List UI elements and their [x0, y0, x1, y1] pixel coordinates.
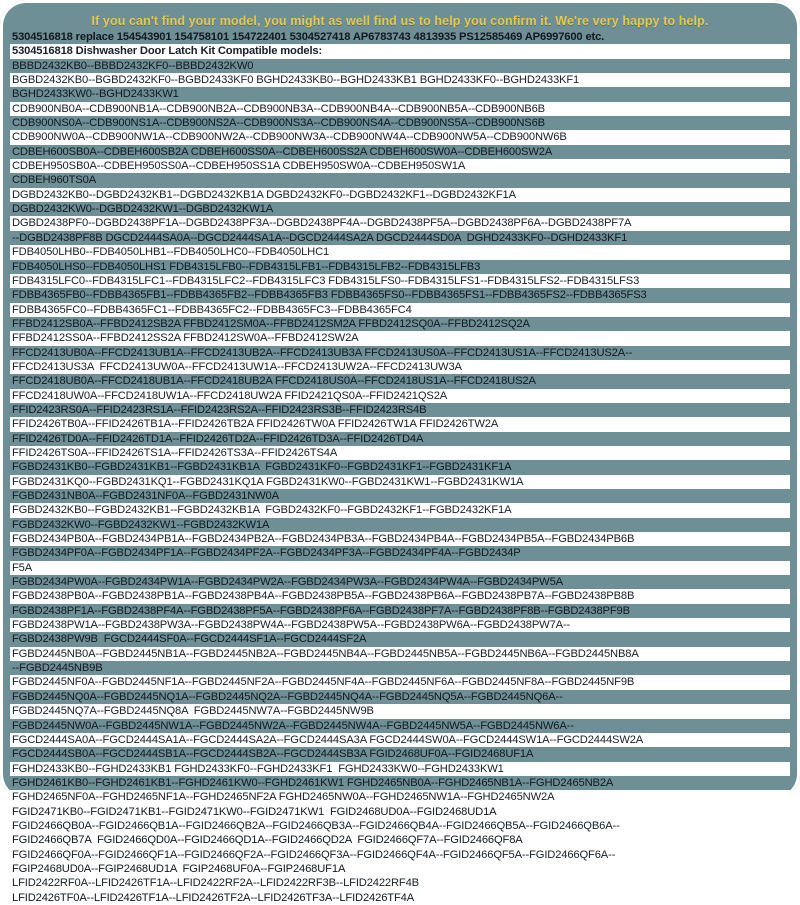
model-line: FFBD2412SS0A--FFBD2412SS2A FFBD2412SW0A--FFBD2412SW2A: [10, 331, 790, 345]
model-line: 5304516818 replace 154543901 154758101 154722401 5304527418 AP6783743 4813935 PS12585469 AP6997600 etc.: [12, 31, 605, 43]
model-line: FFCD2418UW0A--FFCD2418UW1A--FFCD2418UW2A FFID2421QS0A--FFID2421QS2A: [10, 389, 790, 403]
model-line: FGBD2434PW0A--FGBD2434PW1A--FGBD2434PW2A--FGBD2434PW3A--FGBD2434PW4A--FGBD2434PW5A: [12, 576, 563, 589]
model-line: FGBD2438PF1A--FGBD2438PF4A--FGBD2438PF5A--FGBD2438PF6A--FGBD2438PF7A--FGBD2438PF8B--FGBD2438PF9B: [12, 604, 630, 617]
model-line: DGBD2432KB0--DGBD2432KB1--DGBD2432KB1A DGBD2432KF0--DGBD2432KF1--DGBD2432KF1A: [10, 188, 790, 202]
model-line: FGBD2438PW9B FGCD2444SF0A--FGCD2444SF1A--FGCD2444SF2A: [12, 633, 367, 646]
model-line: FGBD2438PW1A--FGBD2438PW3A--FGBD2438PW4A--FGBD2438PW5A--FGBD2438PW6A--FGBD2438PW7A--: [10, 618, 790, 632]
model-line: FGID2466QF0A--FGID2466QF1A--FGID2466QF2A--FGID2466QF3A--FGID2466QF4A--FGID2466QF5A--FGID2466QF6A--: [10, 848, 790, 862]
model-line: BGHD2433KW0--BGHD2433KW1: [12, 88, 179, 101]
model-line: FGIP2468UD0A--FGIP2468UD1A FGIP2468UF0A--FGIP2468UF1A: [12, 862, 346, 875]
model-line: FFCD2418UB0A--FFCD2418UB1A--FFCD2418UB2A FFCD2418US0A--FFCD2418US1A--FFCD2418US2A: [12, 375, 536, 388]
model-line: FFID2426TD0A--FFID2426TD1A--FFID2426TD2A--FFID2426TD3A--FFID2426TD4A: [12, 432, 424, 445]
model-line: FGBD2434PF0A--FGBD2434PF1A--FGBD2434PF2A--FGBD2434PF3A--FGBD2434PF4A--FGBD2434P: [12, 547, 521, 560]
model-line: FDBB4365FC0--FDBB4365FC1--FDBB4365FC2--FDBB4365FC3--FDBB4365FC4: [10, 303, 790, 317]
model-line: FGBD2445NB0A--FGBD2445NB1A--FGBD2445NB2A--FGBD2445NB4A--FGBD2445NB5A--FGBD2445NB6A--FGBD2445NB8A: [10, 647, 790, 661]
model-line: FFBD2412SB0A--FFBD2412SB2A FFBD2412SM0A--FFBD2412SM2A FFBD2412SQ0A--FFBD2412SQ2A: [12, 317, 530, 330]
model-line: FGHD2433KB0--FGHD2433KB1 FGHD2433KF0--FGHD2433KF1 FGHD2433KW0--FGHD2433KW1: [10, 762, 790, 776]
model-line: CDB900NS0A--CDB900NS1A--CDB900NS2A--CDB900NS3A--CDB900NS4A--CDB900NS5A--CDB900NS6B: [12, 117, 545, 130]
model-line: FGCD2444SB0A--FGCD2444SB1A--FGCD2444SB2A--FGCD2444SB3A FGID2468UF0A--FGID2468UF1A: [12, 748, 534, 761]
model-line: CDB900NB0A--CDB900NB1A--CDB900NB2A--CDB900NB3A--CDB900NB4A--CDB900NB5A--CDB900NB6B: [10, 102, 790, 116]
headline-text: If you can't find your model, you might as well find us to help you confirm it. We're very happy to help.: [91, 14, 709, 28]
model-line: FGBD2445NW0A--FGBD2445NW1A--FGBD2445NW2A--FGBD2445NW4A--FGBD2445NW5A--FGBD2445NW6A--: [12, 719, 574, 732]
model-line: BGBD2432KB0--BGBD2432KF0--BGBD2433KF0 BGHD2433KB0--BGHD2433KB1 BGHD2433KF0--BGHD2433KF1: [10, 73, 790, 87]
model-line: DGBD2432KW0--DGBD2432KW1--DGBD2432KW1A: [12, 203, 274, 216]
model-line: FGID2466QB7A FGID2466QD0A--FGID2466QD1A--FGID2466QD2A FGID2466QF7A--FGID2466QF8A: [12, 834, 523, 847]
model-line: CDBEH600SB0A--CDBEH600SB2A CDBEH600SS0A--CDBEH600SS2A CDBEH600SW0A--CDBEH600SW2A: [12, 145, 553, 158]
model-line: FGBD2445NF0A--FGBD2445NF1A--FGBD2445NF2A--FGBD2445NF4A--FGBD2445NF6A--FGBD2445NF8A--FGBD2445NF9B: [10, 675, 790, 689]
model-line: BBBD2432KB0--BBBD2432KF0--BBBD2432KW0: [12, 59, 254, 72]
model-line: CDB900NW0A--CDB900NW1A--CDB900NW2A--CDB900NW3A--CDB900NW4A--CDB900NW5A--CDB900NW6B: [10, 130, 790, 144]
model-line: FGHD2465NF0A--FGHD2465NF1A--FGHD2465NF2A FGHD2465NW0A--FGHD2465NW1A--FGHD2465NW2A: [10, 790, 790, 804]
model-line: DGBD2438PF0--DGBD2438PF1A--DGBD2438PF3A--DGBD2438PF4A--DGBD2438PF5A--DGBD2438PF6A--DGBD2438PF7A: [10, 216, 790, 230]
model-line: FGID2471KB0--FGID2471KB1--FGID2471KW0--FGID2471KW1 FGID2468UD0A--FGID2468UD1A: [12, 805, 497, 818]
model-line: FGBD2432KB0--FGBD2432KB1--FGBD2432KB1A FGBD2432KF0--FGBD2432KF1--FGBD2432KF1A: [10, 503, 790, 517]
model-line: FGID2466QB0A--FGID2466QB1A--FGID2466QB2A--FGID2466QB3A--FGID2466QB4A--FGID2466QB5A--FGID2466QB6A--: [10, 819, 790, 833]
model-line: FGBD2438PB0A--FGBD2438PB1A--FGBD2438PB4A--FGBD2438PB5A--FGBD2438PB6A--FGBD2438PB7A--FGBD2438PB8B: [10, 589, 790, 603]
model-line: FDBB4365FB0--FDBB4365FB1--FDBB4365FB2--FDBB4365FB3 FDBB4365FS0--FDBB4365FS1--FDBB4365FS2--FDBB4365FS3: [12, 289, 647, 302]
model-line: FGBD2432KW0--FGBD2432KW1--FGBD2432KW1A: [12, 518, 270, 531]
model-line: FGBD2445NQ7A--FGBD2445NQ8A FGBD2445NW7A--FGBD2445NW9B: [10, 704, 790, 718]
model-line: LFID2426TF0A--LFID2426TF1A--LFID2426TF2A--LFID2426TF3A--LFID2426TF4A: [12, 891, 415, 904]
model-line: FGBD2431KB0--FGBD2431KB1--FGBD2431KB1A FGBD2431KF0--FGBD2431KF1--FGBD2431KF1A: [12, 461, 512, 474]
model-line: FDB4315LFC0--FDB4315LFC1--FDB4315LFC2--FDB4315LFC3 FDB4315LFS0--FDB4315LFS1--FDB4315LFS2--FDB4315LFS3: [10, 274, 790, 288]
model-line: FFID2423RS0A--FFID2423RS1A--FFID2423RS2A--FFID2423RS3B--FFID2423RS4B: [12, 403, 427, 416]
model-line: 5304516818 Dishwasher Door Latch Kit Compatible models:: [10, 44, 790, 58]
model-line: LFID2422RF0A--LFID2426TF1A--LFID2422RF2A--LFID2422RF3B--LFID2422RF4B: [10, 876, 790, 890]
model-line: --FGBD2445NB9B: [12, 662, 103, 675]
model-line: FFCD2413US3A FFCD2413UW0A--FFCD2413UW1A--FFCD2413UW2A--FFCD2413UW3A: [10, 360, 790, 374]
model-line: F5A: [10, 561, 790, 575]
model-line: CDBEH960TS0A: [12, 174, 97, 187]
model-line: FGBD2445NQ0A--FGBD2445NQ1A--FGBD2445NQ2A--FGBD2445NQ4A--FGBD2445NQ5A--FGBD2445NQ6A--: [12, 690, 563, 703]
model-line: FGBD2431KQ0--FGBD2431KQ1--FGBD2431KQ1A FGBD2431KW0--FGBD2431KW1--FGBD2431KW1A: [10, 475, 790, 489]
model-line: FGHD2461KB0--FGHD2461KB1--FGHD2461KW0--FGHD2461KW1 FGHD2465NB0A--FGHD2465NB1A--FGHD2465NB2A: [12, 776, 614, 789]
model-line: FDB4050LHS0--FDB4050LHS1 FDB4315LFB0--FDB4315LFB1--FDB4315LFB2--FDB4315LFB3: [12, 260, 481, 273]
model-line: FFCD2413UB0A--FFCD2413UB1A--FFCD2413UB2A--FFCD2413UB3A FFCD2413US0A--FFCD2413US1A--FFCD2413US2A--: [12, 346, 633, 359]
model-line: FGCD2444SA0A--FGCD2444SA1A--FGCD2444SA2A--FGCD2444SA3A FGCD2444SW0A--FGCD2444SW1A--FGCD2444SW2A: [10, 733, 790, 747]
model-line: FGBD2434PB0A--FGBD2434PB1A--FGBD2434PB2A--FGBD2434PB3A--FGBD2434PB4A--FGBD2434PB5A--FGBD2434PB6B: [10, 532, 790, 546]
model-line: FFID2426TS0A--FFID2426TS1A--FFID2426TS3A--FFID2426TS4A: [10, 446, 790, 460]
model-line: --DGBD2438PF8B DGCD2444SA0A--DGCD2444SA1A--DGCD2444SA2A DGCD2444SD0A DGHD2433KF0--DGHD2433KF1: [12, 231, 628, 244]
model-line: FDB4050LHB0--FDB4050LHB1--FDB4050LHC0--FDB4050LHC1: [10, 245, 790, 259]
model-line: FFID2426TB0A--FFID2426TB1A--FFID2426TB2A FFID2426TW0A FFID2426TW1A FFID2426TW2A: [10, 417, 790, 431]
model-line: CDBEH950SB0A--CDBEH950SS0A--CDBEH950SS1A CDBEH950SW0A--CDBEH950SW1A: [10, 159, 790, 173]
model-line: FGBD2431NB0A--FGBD2431NF0A--FGBD2431NW0A: [12, 490, 279, 502]
compatible-models-list: [10, 30, 790, 905]
